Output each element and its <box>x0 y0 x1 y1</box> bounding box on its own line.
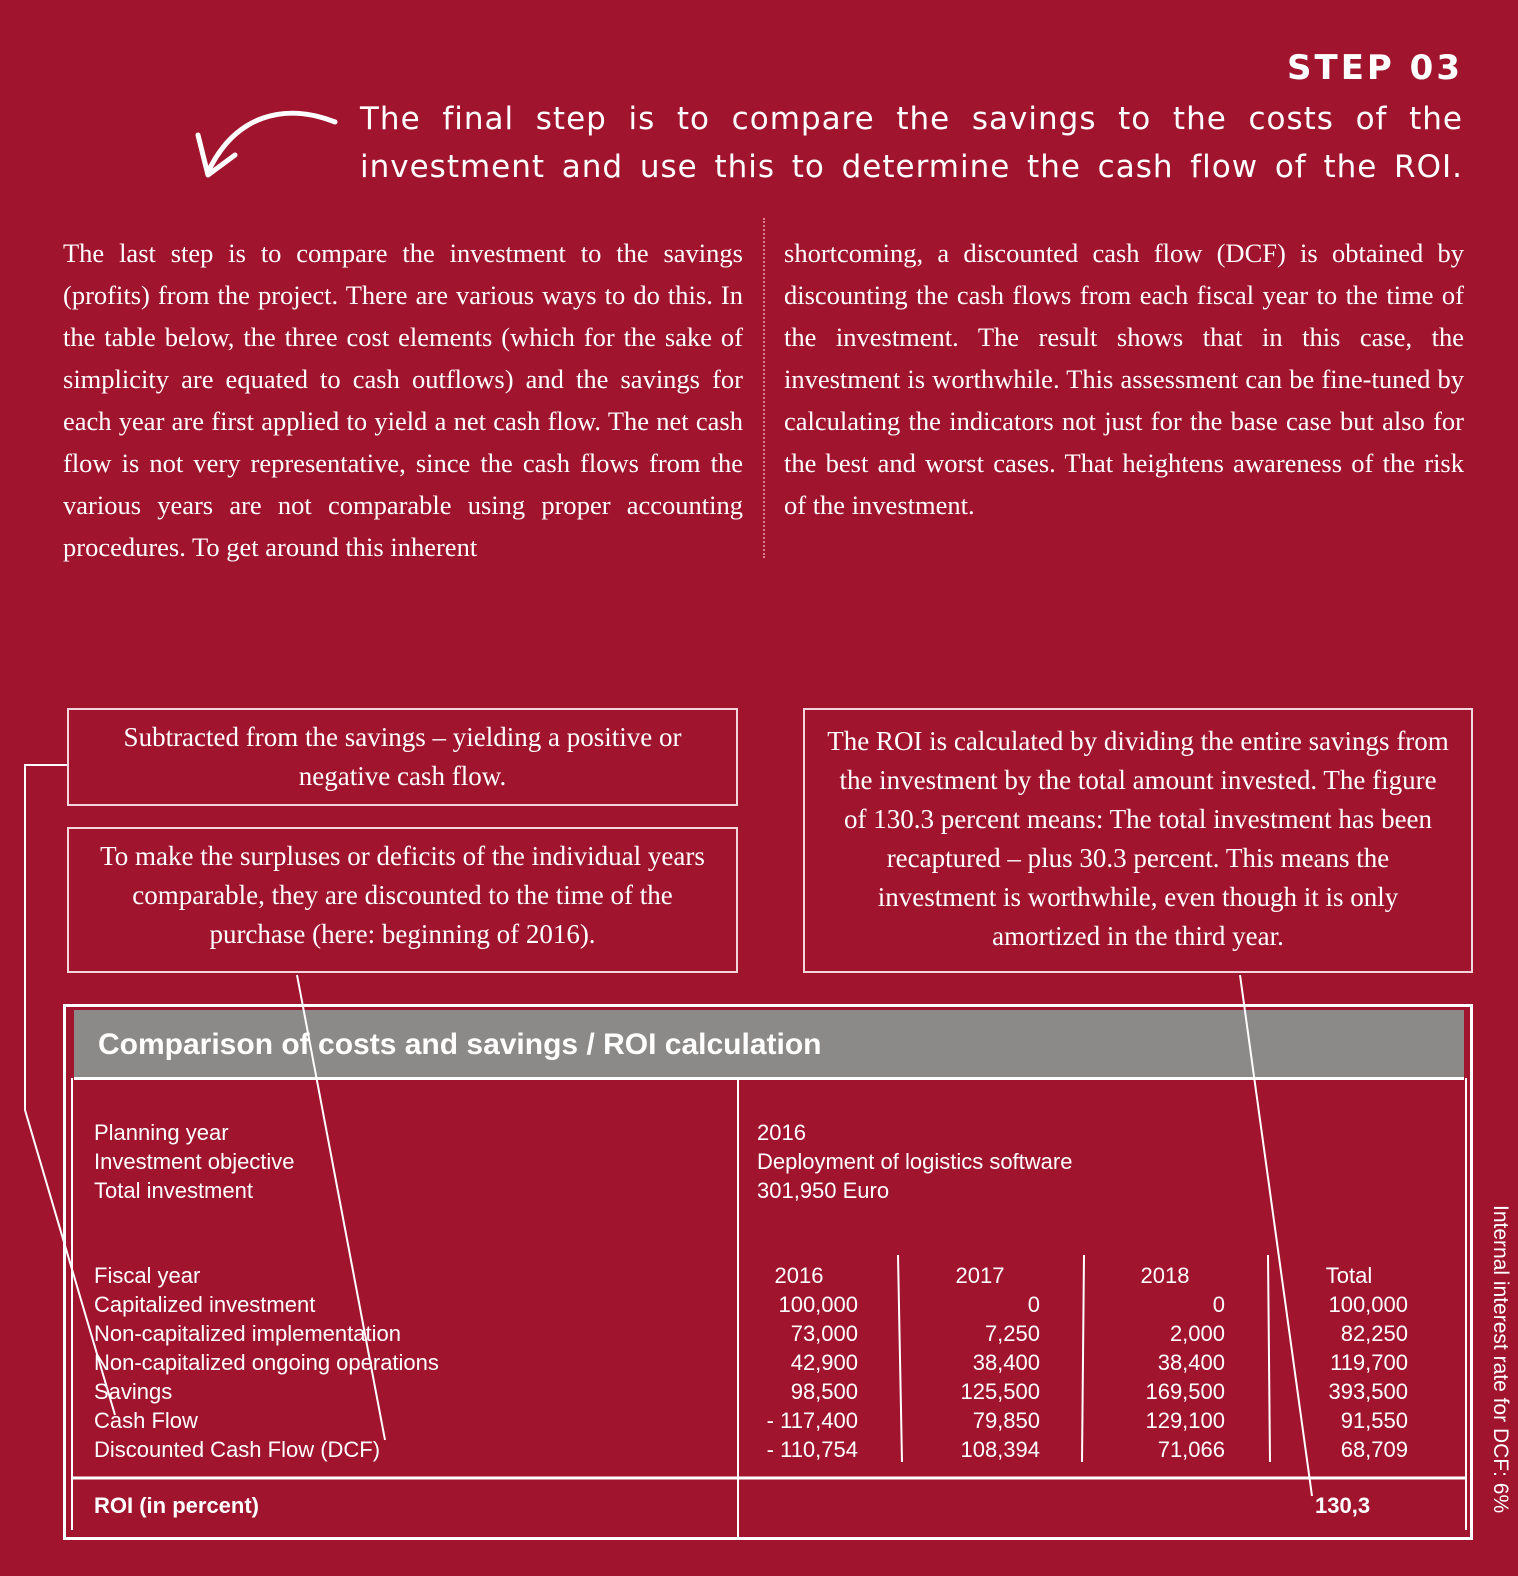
step-label: STEP 03 <box>1287 48 1463 88</box>
table-cell: 393,500 <box>1328 1379 1408 1404</box>
row-label: Non-capitalized ongoing operations <box>94 1350 439 1375</box>
table-cell: 169,500 <box>1145 1379 1225 1404</box>
body-text-left: The last step is to compare the investment to the savings (profits) from the project. There are various ways to do this. In the table below, the three cost elements (which for the sake of simplicity are equated to cash outflows) and the savings for each year are first applied to yield a net cash flow. The net cash flow is not very representative, since the cash flows from the various years are not comparable using proper accounting procedures. To get around this inherent <box>63 238 743 562</box>
column-header: 2016 <box>774 1263 824 1288</box>
table-cell: 73,000 <box>790 1321 858 1346</box>
table-cell: - 117,400 <box>766 1408 858 1433</box>
table-cell: 0 <box>1027 1292 1040 1317</box>
table-cell: 129,100 <box>1145 1408 1225 1433</box>
table-cell: 91,550 <box>1340 1408 1408 1433</box>
callout-discount: To make the surpluses or deficits of the individual years comparable, they are discounted to the time of the purchase (here: beginning of 2016). <box>67 827 738 973</box>
table-cell: 7,250 <box>984 1321 1040 1346</box>
table-cell: - 110,754 <box>766 1437 858 1462</box>
roi-value: 130,3 <box>1315 1493 1371 1518</box>
column-header: 2018 <box>1140 1263 1190 1288</box>
info-label: Investment objective <box>94 1149 295 1174</box>
info-label: Planning year <box>94 1120 229 1145</box>
table-cell: 98,500 <box>790 1379 858 1404</box>
intro-heading: The final step is to compare the savings to the costs of the investment and use this to determine the cash flow of the ROI. <box>360 101 1463 185</box>
table-cell: 38,400 <box>1157 1350 1225 1375</box>
table-cell: 38,400 <box>972 1350 1040 1375</box>
row-label: Non-capitalized implementation <box>94 1321 401 1346</box>
callout-roi: The ROI is calculated by dividing the entire savings from the investment by the total amount invested. The figure of 130.3 percent means: The total investment has been recaptured – plus 30.3 percent. This means the investment is worthwhile, even though it is only amortized in the third year. <box>803 708 1473 973</box>
table-cell: 79,850 <box>972 1408 1040 1433</box>
table-cell: 2,000 <box>1169 1321 1225 1346</box>
year-divider <box>898 1255 902 1462</box>
info-value: Deployment of logistics software <box>757 1149 1073 1174</box>
table-cell: 125,500 <box>960 1379 1040 1404</box>
roi-label: ROI (in percent) <box>94 1493 260 1518</box>
body-text-right: shortcoming, a discounted cash flow (DCF) is obtained by discounting the cash flows from each fiscal year to the time of the investment. The result shows that in this case, the investment is worthwhile. This assessment can be fine-tuned by calculating the indicators not just for the base case but also for the best and worst cases. That heightens awareness of the risk of the investment. <box>784 238 1464 520</box>
table-cell: 82,250 <box>1340 1321 1408 1346</box>
year-divider <box>1082 1255 1084 1462</box>
connector-roi <box>1240 975 1312 1496</box>
info-value: 301,950 Euro <box>757 1178 890 1203</box>
table-cell: 71,066 <box>1157 1437 1225 1462</box>
year-divider <box>1268 1255 1270 1462</box>
table-cell: 100,000 <box>778 1292 858 1317</box>
interest-rate-note: Internal interest rate for DCF: 6% <box>1489 1205 1512 1514</box>
table-title: Comparison of costs and savings / ROI calculation <box>74 1010 1464 1080</box>
row-label: Discounted Cash Flow (DCF) <box>94 1437 381 1462</box>
column-header: 2017 <box>955 1263 1005 1288</box>
connector-subtracted <box>25 765 115 1415</box>
table-cell: 119,700 <box>1330 1350 1408 1375</box>
callout-subtracted: Subtracted from the savings – yielding a positive or negative cash flow. <box>67 708 738 806</box>
row-label: Fiscal year <box>94 1263 201 1288</box>
table-cell: 68,709 <box>1340 1437 1408 1462</box>
connector-discount <box>297 975 385 1440</box>
row-label: Capitalized investment <box>94 1292 316 1317</box>
column-header: Total <box>1325 1263 1373 1288</box>
table-cell: 100,000 <box>1328 1292 1408 1317</box>
info-value: 2016 <box>757 1120 806 1145</box>
info-label: Total investment <box>94 1178 253 1203</box>
table-cell: 42,900 <box>790 1350 858 1375</box>
row-label: Savings <box>94 1379 173 1404</box>
table-cell: 108,394 <box>960 1437 1040 1462</box>
row-label: Cash Flow <box>94 1408 198 1433</box>
table-cell: 0 <box>1212 1292 1225 1317</box>
